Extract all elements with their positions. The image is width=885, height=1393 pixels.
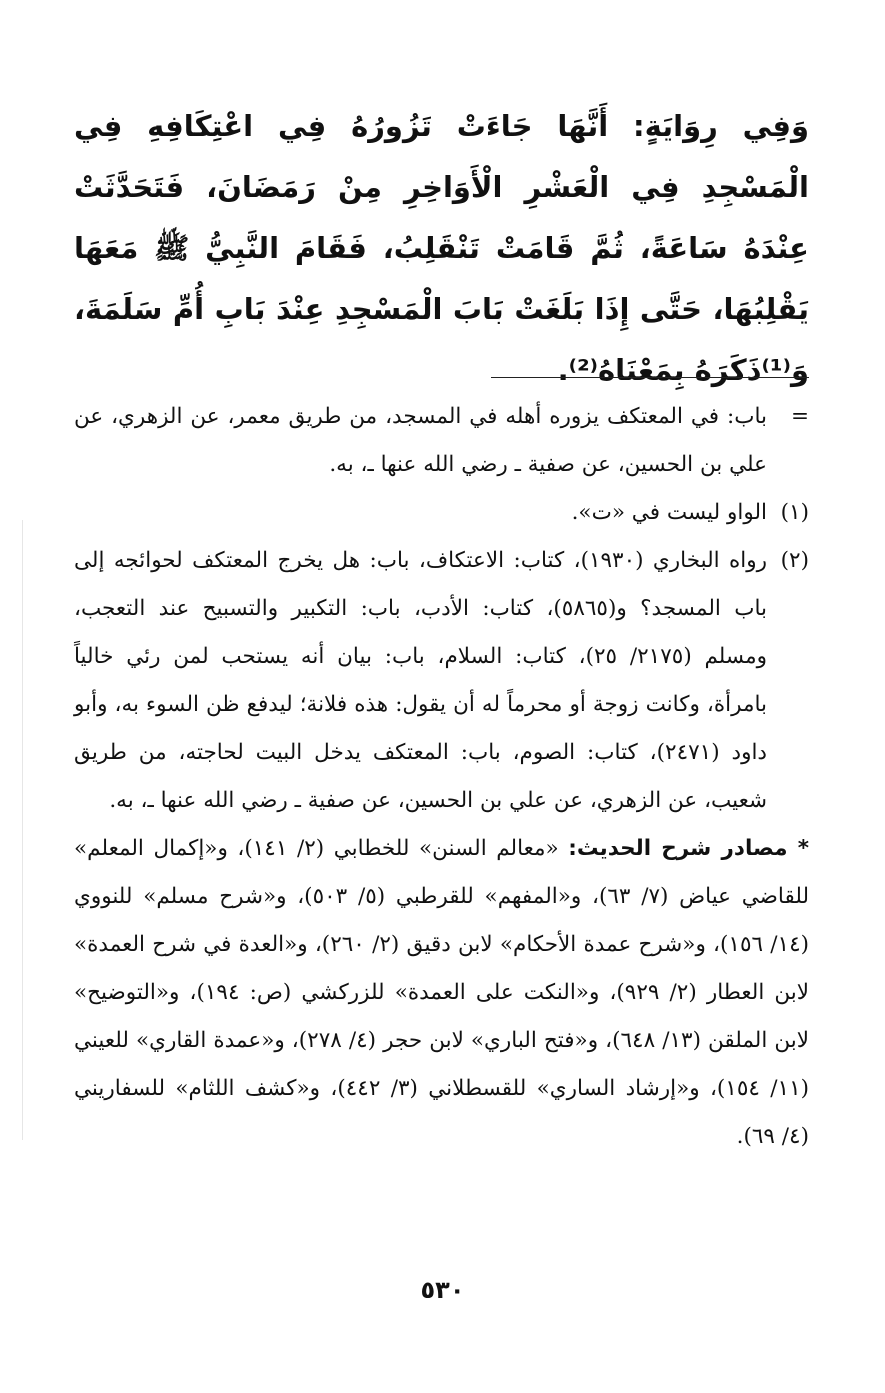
hadith-main-text (74, 96, 809, 401)
footnote-continuation (74, 393, 809, 489)
footnote-text: الواو ليست في «ت». (571, 500, 767, 525)
footnote-marker: (٢) (780, 548, 809, 573)
hadith-paragraph: وَفِي رِوَايَةٍ: أَنَّهَا جَاءَتْ تَزُورُهُ فِي اعْتِكَافِهِ فِي الْمَسْجِدِ فِي الْعَشْرِ الْأَوَاخِرِ مِنْ رَمَضَانَ، فَتَحَدَّثَتْ عِنْدَهُ سَاعَةً، ثُمَّ قَامَتْ تَنْقَلِبُ، فَقَامَ النَّبِيُّ ﷺ مَعَهَا يَقْلِبُهَا، حَتَّى إِذَا بَلَغَتْ بَابَ الْمَسْجِدِ عِنْدَ بَابِ أُمِّ سَلَمَةَ، وَ⁽¹⁾ذَكَرَهُ بِمَعْنَاهُ⁽²⁾. (74, 109, 809, 387)
footnote-marker: = (790, 404, 809, 429)
scan-margin-line (22, 520, 23, 1140)
footnote-divider (491, 377, 809, 378)
footnote-marker: (١) (780, 500, 809, 525)
footnote-2 (74, 537, 809, 825)
footnote-text: باب: في المعتكف يزوره أهله في المسجد، من طريق معمر، عن الزهري، عن علي بن الحسين، عن صفية ـ رضي الله عنها ـ، به. (74, 404, 767, 477)
footnote-1 (74, 489, 809, 537)
sources-label: * مصادر شرح الحديث: (568, 836, 809, 861)
footnotes-section (74, 393, 809, 1161)
page-number: ٥٣٠ (420, 1276, 465, 1304)
sources-text: «معالم السنن» للخطابي (٢/ ١٤١)، و«إكمال المعلم» للقاضي عياض (٧/ ٦٣)، و«المفهم» للقرطبي (٥/ ٥٠٣)، و«شرح مسلم» للنووي (١٤/ ١٥٦)، و«شرح عمدة الأحكام» لابن دقيق (٢/ ٢٦٠)، و«العدة في شرح العمدة» لابن العطار (٢/ ٩٢٩)، و«النكت على العمدة» للزركشي (ص: ١٩٤)، و«التوضيح» لابن الملقن (١٣/ ٦٤٨)، و«فتح الباري» لابن حجر (٤/ ٢٧٨)، و«عمدة القاري» للعيني (١١/ ١٥٤)، و«إرشاد الساري» للقسطلاني (٣/ ٤٤٢)، و«كشف اللثام» للسفاريني (٤/ ٦٩). (74, 836, 810, 1149)
sources-paragraph (74, 825, 809, 1161)
footnote-text: رواه البخاري (١٩٣٠)، كتاب: الاعتكاف، باب: هل يخرج المعتكف لحوائجه إلى باب المسجد؟ و(٥٨٦٥)، كتاب: الأدب، باب: التكبير والتسبيح عند التعجب، ومسلم (٢١٧٥/ ٢٥)، كتاب: السلام، باب: بيان أنه يستحب لمن رئي خالياً بامرأة، وكانت زوجة أو محرماً له أن يقول: هذه فلانة؛ ليدفع ظن السوء به، وأبو داود (٢٤٧١)، كتاب: الصوم، باب: المعتكف يدخل البيت لحاجته، من طريق شعيب، عن الزهري، عن علي بن الحسين، عن صفية ـ رضي الله عنها ـ، به. (74, 548, 767, 813)
